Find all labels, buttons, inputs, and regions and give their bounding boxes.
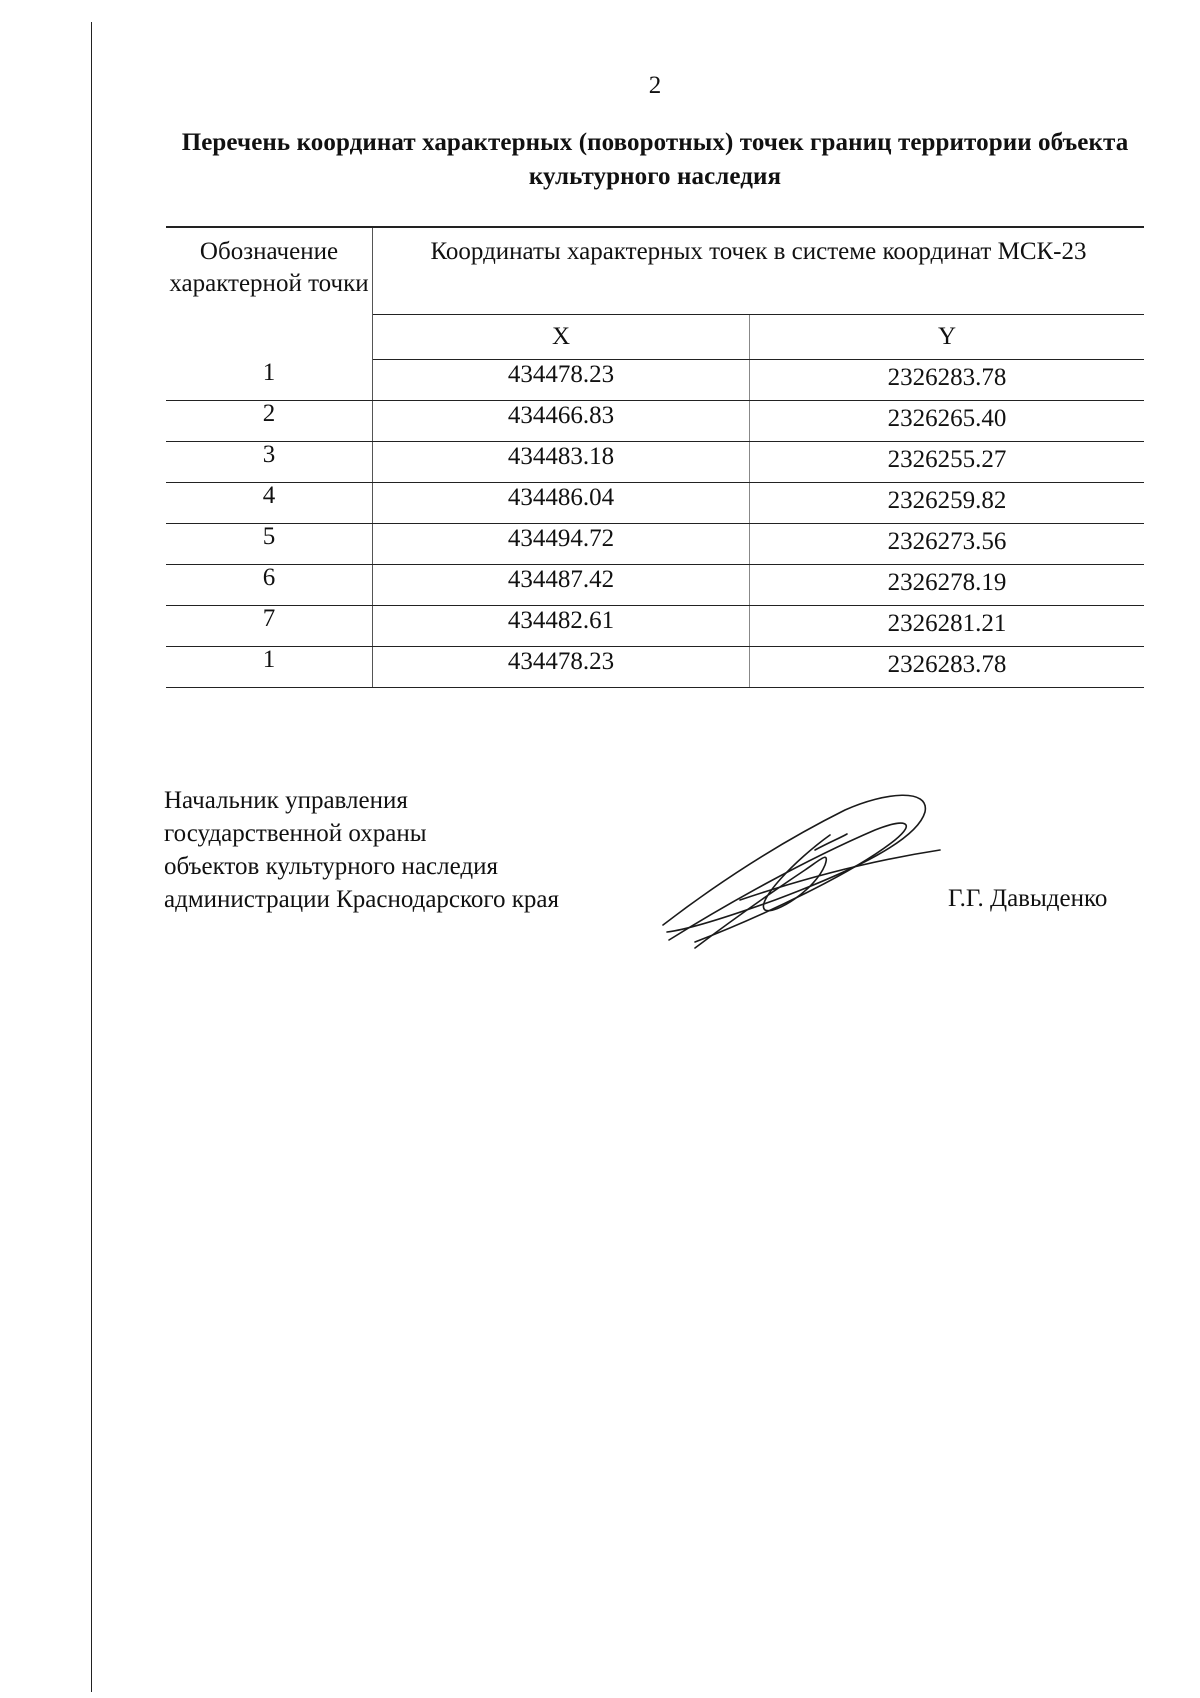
cell-x: 434486.04 (373, 483, 750, 524)
cell-y: 2326255.27 (750, 442, 1145, 483)
cell-x: 434466.83 (373, 401, 750, 442)
cell-y: 2326259.82 (750, 483, 1145, 524)
cell-point: 1 (166, 647, 373, 688)
position-line: Начальник управления (164, 787, 408, 814)
coordinates-table (166, 226, 1144, 688)
signatory-position (164, 784, 559, 916)
table-row (166, 442, 1144, 483)
cell-y: 2326283.78 (750, 360, 1145, 401)
cell-point: 2 (166, 401, 373, 442)
table-row (166, 606, 1144, 647)
header-point-designation: Обозначение характерной точки (166, 227, 373, 360)
page-number: 2 (648, 72, 662, 99)
cell-x: 434494.72 (373, 524, 750, 565)
header-x: X (373, 315, 750, 360)
cell-x: 434483.18 (373, 442, 750, 483)
cell-point: 6 (166, 565, 373, 606)
table-row (166, 565, 1144, 606)
cell-x: 434482.61 (373, 606, 750, 647)
position-line: объектов культурного наследия (164, 853, 498, 880)
header-y: Y (750, 315, 1145, 360)
cell-x: 434487.42 (373, 565, 750, 606)
table-row (166, 483, 1144, 524)
table-row (166, 524, 1144, 565)
cell-y: 2326281.21 (750, 606, 1145, 647)
cell-x: 434478.23 (373, 360, 750, 401)
handwritten-signature (655, 790, 945, 950)
signer-name: Г.Г. Давыденко (948, 885, 1108, 912)
cell-x: 434478.23 (373, 647, 750, 688)
document-title: Перечень координат характерных (поворотных) точек границ территории объекта культурного наследия (181, 129, 1129, 190)
left-margin-line (91, 22, 92, 1692)
cell-point: 3 (166, 442, 373, 483)
cell-y: 2326278.19 (750, 565, 1145, 606)
position-line: государственной охраны (164, 820, 427, 847)
table-row (166, 360, 1144, 401)
cell-point: 4 (166, 483, 373, 524)
cell-point: 5 (166, 524, 373, 565)
cell-y: 2326273.56 (750, 524, 1145, 565)
table-row (166, 647, 1144, 688)
cell-y: 2326283.78 (750, 647, 1145, 688)
table-row (166, 401, 1144, 442)
position-line: администрации Краснодарского края (164, 886, 560, 913)
cell-y: 2326265.40 (750, 401, 1145, 442)
cell-point: 1 (166, 360, 373, 401)
header-coordinate-system: Координаты характерных точек в системе координат МСК-23 (373, 227, 1145, 315)
table-header-row (166, 227, 1144, 315)
cell-point: 7 (166, 606, 373, 647)
